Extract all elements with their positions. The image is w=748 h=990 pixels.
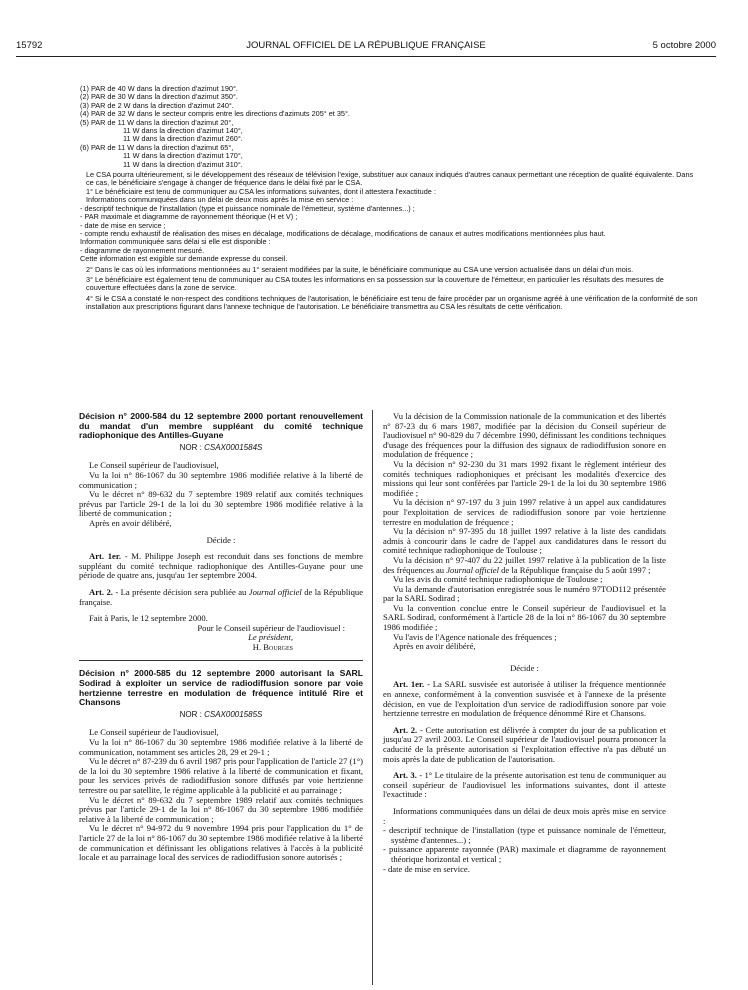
list-item: - puissance apparente rayonnée (PAR) maximale et diagramme de rayonnement théorique horizontal et vertical ; (383, 844, 666, 864)
pour-conseil: Pour le Conseil supérieur de l'audiovisuel : (197, 622, 345, 633)
par-line: 11 W dans la direction d'azimut 170°, (123, 151, 243, 161)
vu: Vu le décret n° 89-632 du 7 septembre 1989 relatif aux comités techniques prévus par l'article 29-1 de la loi n° 86-1067 du 30 septembre 1986 modifiée relative à la liberté de communication ; (79, 794, 363, 824)
article-label: Art. 3. (393, 770, 417, 781)
article-text: - La présente décision sera publiée au (112, 586, 249, 597)
issue-date: 5 octobre 2000 (652, 40, 716, 51)
intro: Le Conseil supérieur de l'audiovisuel, (89, 727, 219, 738)
article-label: Art. 1er. (89, 551, 122, 562)
par-line: (3) PAR de 2 W dans la direction d'azimut 240°. (80, 100, 234, 110)
vu: Vu la décision n° 92-230 du 31 mars 1992 fixant le règlement intérieur des comités techniques radiophoniques et précisant les modalités d'exercice des missions qui leur sont conférées par l'article 29-1 de la loi du 30 septembre 1986 modifiée ; (383, 458, 666, 498)
par-line: (4) PAR de 32 W dans le secteur compris entre les directions d'azimuts 205° et 35°. (80, 109, 350, 119)
par-line: (2) PAR de 30 W dans la direction d'azimut 350°. (80, 92, 238, 102)
article-text: - M. Philippe Joseph est reconduit dans ses fonctions de membre suppléant du comité technique radiophonique des Antilles-Guyane pour une période de quatre ans, jusqu'au 1er septembre 2004. (79, 551, 363, 581)
right-column (383, 412, 666, 874)
list-item: - date de mise en service ; (80, 220, 166, 230)
obligation-1: 1° Le bénéficiaire est tenu de communiquer au CSA les informations suivantes, dont il attestera l'exactitude : (86, 186, 436, 196)
list-item: - compte rendu exhaustif de réalisation des mises en décalage, modifications de décalage, modifications de canaux et autres modifications mentionnées plus haut. (80, 228, 606, 238)
vu: Vu la loi n° 86-1067 du 30 septembre 1986 modifiée relative à la liberté de communication, notamment ses articles 28, 29 et 29-1 ; (79, 737, 363, 757)
list-item: - date de mise en service. (383, 863, 470, 874)
obligation-3: 3° Le bénéficiaire est également tenu de communiquer au CSA toutes les informations en sa possession sur la couverture de l'émetteur, en particulier les résultats des mesures de couverture effectuées dans la zone de service. (86, 274, 664, 293)
journal-ref: Journal officiel (446, 564, 499, 575)
decision-584-title: Décision n° 2000-584 du 12 septembre 2000 portant renouvellement du mandat d'un membre suppléant du comité technique radiophonique des Antilles-Guyane (79, 411, 363, 441)
list-item: - descriptif technique de l'installation (type et puissance nominale de l'émetteur, système d'antennes...) ; (80, 203, 415, 213)
article-text: - 1° Le titulaire de la présente autorisation est tenu de communiquer au conseil supérieur de l'audiovisuel les informations suivantes, dont il atteste l'exactitude : (383, 770, 666, 800)
info-2-months: Informations communiquées dans un délai de deux mois après la mise en service : (86, 195, 354, 205)
article-label: Art. 2. (393, 724, 418, 735)
vu: Vu le décret n° 89-632 du 7 septembre 1989 relatif aux comités techniques prévus par l'article 29-1 de la loi du 30 septembre 1986 modifiée relative à la liberté de communication ; (79, 489, 363, 519)
article-text: - La SARL susvisée est autorisée à utiliser la fréquence mentionnée en annexe, conformément à la convention susvisée et à l'annexe de la présente décision, en vue de l'exploitation d'un service de radiodiffusion sonore par voie hertzienne terrestre en modulation de fréquence dénommé Rire et Chansons. (383, 679, 666, 719)
vu: Vu la décision de la Commission nationale de la communication et des libertés n° 87-23 du 6 mars 1987, modifiée par la décision du Conseil supérieur de l'audiovisuel n° 90-829 du 7 décembre 1990, définissant les conditions techniques d'usage des fréquences pour la diffusion des signaux de radiodiffusion sonore en modulation de fréquence ; (383, 411, 666, 460)
par-line: 11 W dans la direction d'azimut 260°. (123, 134, 243, 144)
decision-separator (79, 660, 363, 661)
info-paragraph: Informations communiquées dans un délai de deux mois après mise en service : (383, 805, 666, 826)
article-text: - Cette autorisation est délivrée à compter du jour de sa publication et jusqu'au 27 avril 2003. Le Conseil supérieur de l'audiovisuel pourra prononcer la caducité de la présente autorisation si l'exploitation effective n'a pas débuté un mois après la date de publication de l'autorisation. (383, 724, 667, 764)
article-1 (383, 680, 666, 718)
list-item: - descriptif technique de l'installation (type et puissance nominale de l'émetteur, système d'antennes...) ; (383, 825, 666, 845)
article-label: Art. 1er. (393, 679, 425, 690)
apres: Après en avoir délibéré, (393, 641, 476, 652)
apres: Après en avoir délibéré, (89, 517, 172, 528)
journal-title: JOURNAL OFFICIEL DE LA RÉPUBLIQUE FRANÇAISE (246, 40, 486, 51)
page-number: 15792 (16, 40, 43, 51)
par-line: 11 W dans la direction d'azimut 310°. (123, 159, 243, 169)
info-no-delay: Information communiquée sans délai si elle est disponible : (80, 237, 271, 247)
vu: Vu la décision n° 97-395 du 18 juillet 1997 relative à la liste des candidats admis à concourir dans le cadre de l'appel aux candidatures dans le ressort du comité technique radiophonique de Toulouse ; (383, 526, 666, 556)
vu: Vu l'avis de l'Agence nationale des fréquences ; (393, 631, 557, 642)
list-item: - diagramme de rayonnement mesuré. (80, 245, 205, 255)
page-header (16, 40, 716, 54)
technical-annex-block (80, 85, 700, 312)
exigible-note: Cette information est exigible sur demande expresse du conseil. (80, 254, 288, 264)
left-column (79, 412, 363, 863)
obligation-2: 2° Dans le cas où les informations mentionnées au 1° seraient modifiées par la suite, le bénéficiaire communique au CSA une version actualisée dans un délai d'un mois. (86, 264, 634, 274)
column-divider (372, 410, 373, 985)
nor-label: NOR : (179, 442, 205, 452)
article-2 (383, 726, 666, 764)
vu (383, 556, 666, 575)
nor-code: CSAX0001584S (204, 442, 263, 452)
csa-paragraph: Le CSA pourra ultérieurement, si le développement des réseaux de télévision l'exige, substituer aux canaux indiqués d'autres canaux permettant une réception de qualité équivalente. Dans ce cas, le bénéficiaire s'engage à changer de fréquence dans le délai fixé par le CSA. (86, 170, 694, 188)
decide: Décide : (206, 534, 236, 545)
nor-line (79, 710, 363, 720)
list-item: - PAR maximale et diagramme de rayonnement théorique (H et V) ; (80, 212, 298, 222)
fait: Fait à Paris, le 12 septembre 2000. (89, 613, 208, 624)
nor-line (79, 443, 363, 453)
signature: H. Bourges (252, 641, 293, 652)
intro: Le Conseil supérieur de l'audiovisuel, (89, 460, 219, 471)
par-line: (6) PAR de 11 W dans la direction d'azimut 65°, (80, 142, 234, 152)
nor-label: NOR : (179, 709, 205, 719)
vu: Vu la convention conclue entre le Conseil supérieur de l'audiovisuel et la SARL Sodirad, conformément à l'article 28 de la loi n° 86-1067 du 30 septembre 1986 modifiée ; (383, 602, 666, 633)
decision-585-title: Décision n° 2000-585 du 12 septembre 2000 autorisant la SARL Sodirad à exploiter un service de radiodiffusion sonore par voie hertzienne terrestre en modulation de fréquence intitulé Rire et Chansons (79, 668, 363, 708)
vu: Vu le décret n° 94-972 du 9 novembre 1994 pris pour l'application du 1° de l'article 27 de la loi n° 86-1067 du 30 septembre 1986 modifiée relative à la liberté de communication et définissant les obligations relatives à l'accès à la publicité locale et au parrainage local des services de radiodiffusion sonore autorisés ; (79, 823, 363, 863)
vu: Vu la demande d'autorisation enregistrée sous le numéro 97TOD112 présentée par la SARL Sodirad ; (383, 583, 666, 604)
president: Le président, (248, 632, 293, 643)
vu: Vu les avis du comité technique radiophonique de Toulouse ; (393, 574, 603, 585)
vu-text: de la République française du 5 août 1997 ; (498, 564, 651, 575)
article-2 (79, 588, 363, 607)
obligation-4: 4° Si le CSA a constaté le non-respect des conditions techniques de l'autorisation, le bénéficiaire est tenu de faire procéder par un organisme agréé à une vérification de la conformité de son installation aux prescriptions figurant dans l'annexe technique de l'autorisation. Le bénéficiaire transmettra au CSA les résultats de cette vérification. (86, 293, 698, 312)
header-rule (16, 56, 716, 57)
vu: Vu la décision n° 97-197 du 3 juin 1997 relative à un appel aux candidatures pour l'exploitation de services de radiodiffusion sonore par voie hertzienne terrestre en modulation de fréquence ; (383, 497, 666, 527)
article-label: Art. 2. (89, 586, 113, 597)
article-text: de la République française. (79, 586, 364, 607)
vu-text: Vu la décision n° 97-407 du 22 juillet 1997 relative à la publication de la liste des fréquences au (383, 554, 666, 575)
par-line: 11 W dans la direction d'azimut 140°, (123, 126, 243, 136)
vu: Vu la loi n° 86-1067 du 30 septembre 1986 modifiée relative à la liberté de communication ; (79, 469, 363, 490)
nor-code: CSAX0001585S (204, 709, 263, 719)
par-line: (5) PAR de 11 W dans la direction d'azimut 20°, (80, 117, 234, 127)
article-3 (383, 771, 666, 800)
journal-ref: Journal officiel (248, 586, 302, 597)
article-1 (79, 552, 363, 581)
vu: Vu le décret n° 87-239 du 6 avril 1987 pris pour l'application de l'article 27 (1°) de la loi du 30 septembre 1986 relative à la liberté de communication et fixant, pour les services privés de radiodiffusion sonore diffusés par voie hertzienne terrestre ou par satellite, le régime applicable à la publicité et au parrainage ; (79, 756, 363, 795)
par-line: (1) PAR de 40 W dans la direction d'azimut 190°. (80, 84, 238, 93)
decide: Décide : (510, 662, 539, 673)
